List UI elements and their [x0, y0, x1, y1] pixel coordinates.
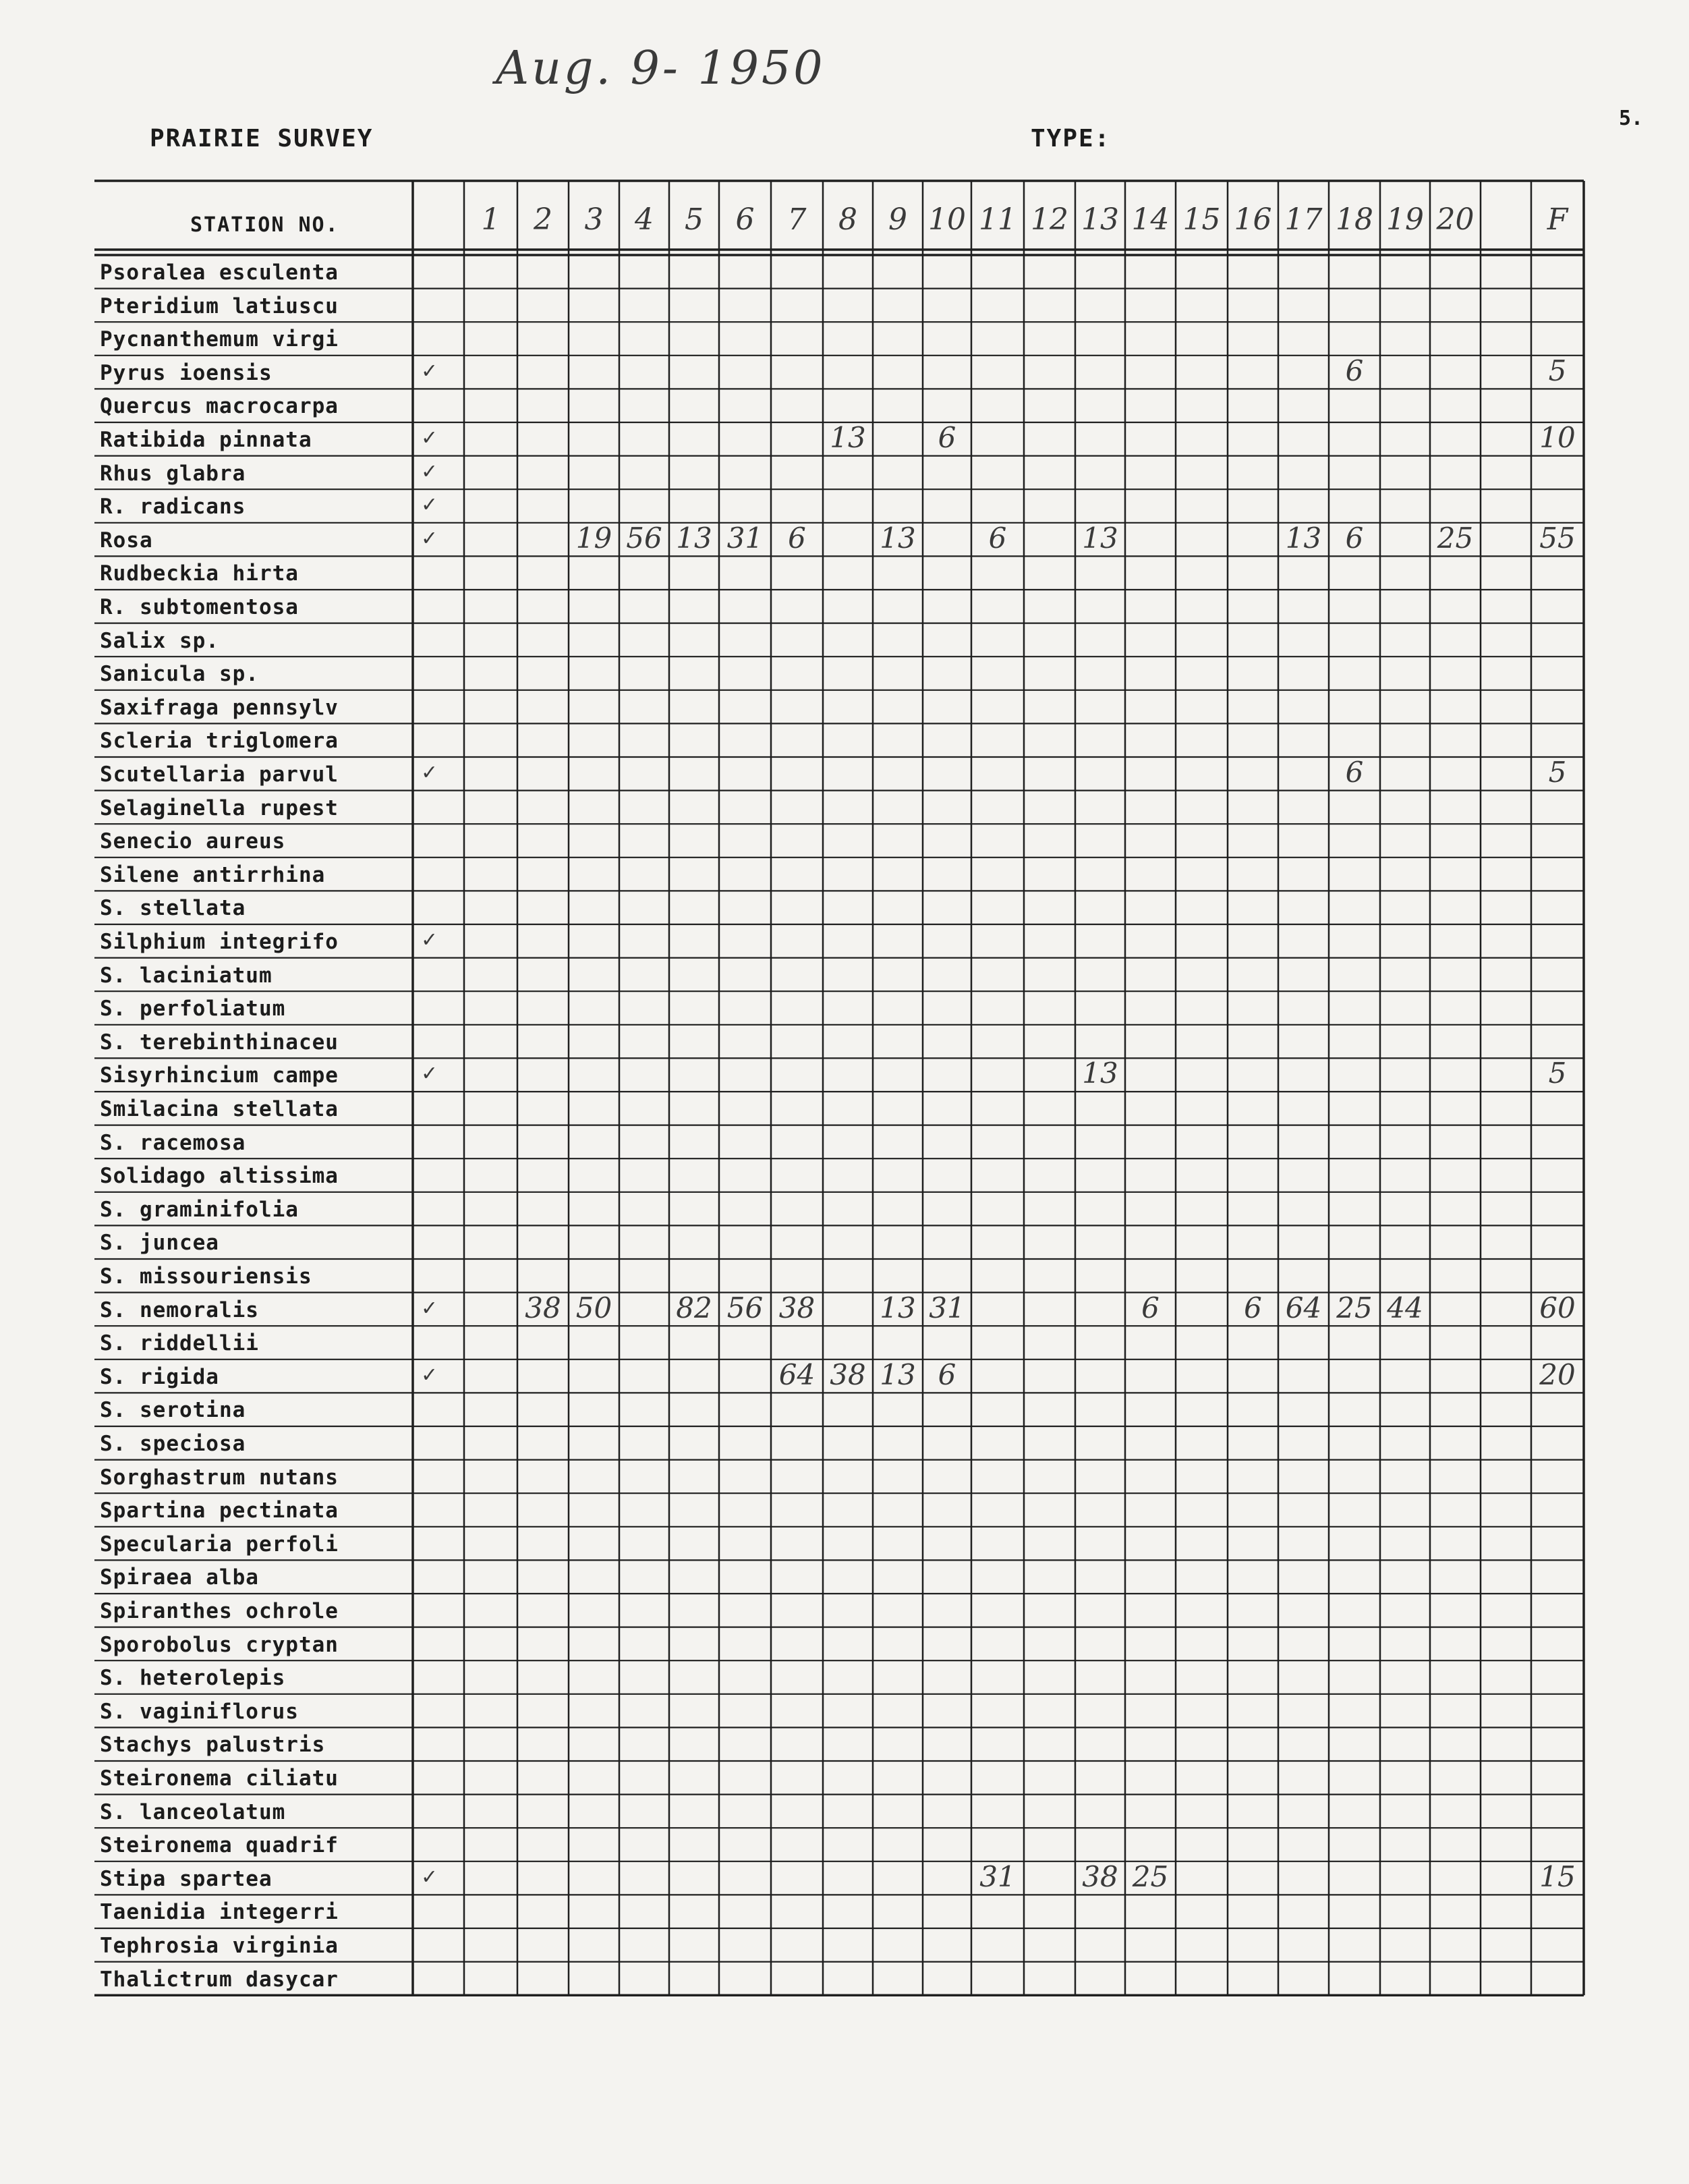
- station-column-header: 11: [979, 202, 1017, 237]
- station-value: 25: [1437, 521, 1474, 555]
- station-value: 19: [575, 521, 612, 555]
- station-value: 38: [830, 1357, 866, 1391]
- station-column-header: 19: [1386, 202, 1424, 237]
- station-value: 5: [1548, 1057, 1567, 1090]
- station-column-header: 9: [888, 202, 907, 237]
- check-mark: ✓: [422, 1059, 436, 1087]
- station-column-header: 7: [787, 202, 807, 237]
- page-number: 5.: [1619, 107, 1644, 130]
- station-value: 13: [676, 521, 712, 555]
- station-column-header: 16: [1234, 202, 1272, 237]
- species-name: Steironema ciliatu: [100, 1766, 339, 1791]
- station-column-header: 8: [838, 202, 857, 237]
- station-value: 25: [1336, 1291, 1373, 1324]
- station-value: 82: [676, 1291, 712, 1324]
- station-value: 13: [1082, 1057, 1118, 1090]
- station-value: 6: [938, 421, 956, 454]
- station-value: 5: [1548, 756, 1567, 789]
- species-name: S. juncea: [100, 1231, 219, 1256]
- station-column-header: 20: [1436, 202, 1475, 237]
- species-name: Sanicula sp.: [100, 662, 259, 687]
- species-name: S. heterolepis: [100, 1666, 286, 1691]
- species-name: S. speciosa: [100, 1432, 246, 1456]
- species-name: Rosa: [100, 528, 153, 553]
- station-value: 13: [880, 1357, 916, 1391]
- species-name: Quercus macrocarpa: [100, 394, 339, 419]
- check-mark: ✓: [422, 1360, 436, 1388]
- species-name: Sisyrhincium campe: [100, 1063, 339, 1088]
- station-value: 25: [1132, 1859, 1169, 1893]
- species-name: S. nemoralis: [100, 1297, 259, 1322]
- station-value: 38: [778, 1291, 815, 1324]
- species-name: S. riddellii: [100, 1331, 259, 1356]
- species-name: Stachys palustris: [100, 1733, 326, 1758]
- station-value: 64: [778, 1357, 815, 1391]
- station-value: 6: [788, 521, 806, 555]
- station-value: 13: [880, 1291, 916, 1324]
- station-column-header: 14: [1131, 202, 1170, 237]
- station-column-header: 13: [1081, 202, 1119, 237]
- station-value: 64: [1285, 1291, 1322, 1324]
- species-name: Selaginella rupest: [100, 795, 339, 820]
- species-name: S. laciniatum: [100, 963, 273, 988]
- station-value: 20: [1539, 1357, 1576, 1391]
- station-value: 31: [979, 1859, 1016, 1893]
- station-column-header: 10: [928, 202, 966, 237]
- station-value: 56: [626, 521, 662, 555]
- check-mark: ✓: [422, 1293, 436, 1321]
- station-value: 10: [1539, 421, 1576, 454]
- species-name: Silene antirrhina: [100, 862, 326, 887]
- species-name: R. radicans: [100, 495, 246, 520]
- species-name: S. terebinthinaceu: [100, 1030, 339, 1055]
- species-name: Pycnanthemum virgi: [100, 327, 339, 352]
- species-name: Rudbeckia hirta: [100, 561, 299, 586]
- species-name: S. rigida: [100, 1364, 219, 1389]
- species-name: Saxifraga pennsylv: [100, 695, 339, 720]
- survey-date: Aug. 9- 1950: [496, 42, 826, 95]
- species-name: S. vaginiflorus: [100, 1699, 299, 1724]
- station-column-header: 1: [481, 202, 500, 237]
- station-column-header: F: [1547, 202, 1568, 237]
- station-value: 6: [988, 521, 1007, 555]
- species-name: Sorghastrum nutans: [100, 1465, 339, 1490]
- station-value: 6: [1345, 354, 1364, 387]
- species-name: Steironema quadrif: [100, 1833, 339, 1858]
- type-label: TYPE:: [1031, 125, 1111, 152]
- species-name: Solidago altissima: [100, 1164, 339, 1189]
- species-name: Smilacina stellata: [100, 1097, 339, 1121]
- species-name: Rhus glabra: [100, 461, 246, 486]
- station-value: 38: [1082, 1859, 1118, 1893]
- station-value: 13: [880, 521, 916, 555]
- station-value: 6: [938, 1357, 956, 1391]
- species-name: Spiranthes ochrole: [100, 1599, 339, 1623]
- species-name: Senecio aureus: [100, 829, 286, 854]
- check-mark: ✓: [422, 491, 436, 518]
- check-mark: ✓: [422, 524, 436, 551]
- station-value: 6: [1141, 1291, 1160, 1324]
- station-value: 6: [1345, 756, 1364, 789]
- species-name: Specularia perfoli: [100, 1532, 339, 1557]
- station-value: 6: [1345, 521, 1364, 555]
- station-value: 31: [929, 1291, 965, 1324]
- station-value: 13: [1082, 521, 1118, 555]
- check-mark: ✓: [422, 424, 436, 451]
- station-value: 31: [726, 521, 764, 555]
- species-name: Silphium integrifo: [100, 930, 339, 954]
- species-name: S. graminifolia: [100, 1197, 299, 1222]
- species-name: Tephrosia virginia: [100, 1934, 339, 1958]
- species-name: S. lanceolatum: [100, 1799, 286, 1824]
- species-name: Stipa spartea: [100, 1866, 273, 1891]
- species-name: S. racemosa: [100, 1130, 246, 1155]
- station-column-header: 4: [635, 202, 654, 237]
- species-name: S. stellata: [100, 896, 246, 921]
- station-column-header: 18: [1336, 202, 1373, 237]
- check-mark: ✓: [422, 1862, 436, 1890]
- species-name: Pyrus ioensis: [100, 360, 273, 385]
- species-name: Salix sp.: [100, 628, 219, 653]
- station-column-header: 15: [1182, 202, 1221, 237]
- species-name: R. subtomentosa: [100, 595, 299, 619]
- station-value: 60: [1539, 1291, 1576, 1324]
- species-name: S. serotina: [100, 1398, 246, 1423]
- species-name: Scleria triglomera: [100, 729, 339, 754]
- station-column-header: 17: [1284, 202, 1323, 237]
- station-value: 44: [1387, 1291, 1423, 1324]
- species-name: Sporobolus cryptan: [100, 1632, 339, 1657]
- station-value: 13: [1285, 521, 1322, 555]
- station-value: 55: [1539, 521, 1576, 555]
- station-value: 38: [525, 1291, 561, 1324]
- station-column-header: 12: [1031, 202, 1068, 237]
- check-mark: ✓: [422, 457, 436, 484]
- station-value: 13: [830, 421, 866, 454]
- station-number-label: STATION NO.: [190, 213, 339, 237]
- station-column-header: 2: [534, 202, 552, 237]
- station-value: 5: [1548, 354, 1567, 387]
- station-column-header: 3: [584, 202, 604, 237]
- species-name: S. perfoliatum: [100, 997, 286, 1021]
- station-value: 50: [575, 1291, 612, 1324]
- station-value: 15: [1539, 1859, 1576, 1893]
- species-name: Spartina pectinata: [100, 1499, 339, 1523]
- station-column-header: 6: [735, 202, 755, 237]
- species-name: Ratibida pinnata: [100, 428, 312, 452]
- station-column-header: 5: [685, 202, 704, 237]
- species-name: Taenidia integerri: [100, 1900, 339, 1925]
- check-mark: ✓: [422, 356, 436, 384]
- page-title: PRAIRIE SURVEY: [150, 125, 374, 152]
- species-name: Psoralea esculenta: [100, 260, 339, 285]
- species-name: Pteridium latiuscu: [100, 293, 339, 318]
- station-value: 6: [1244, 1291, 1262, 1324]
- species-name: Scutellaria parvul: [100, 762, 339, 787]
- check-mark: ✓: [422, 758, 436, 785]
- station-value: 56: [726, 1291, 764, 1324]
- species-name: Thalictrum dasycar: [100, 1967, 339, 1992]
- species-name: Spiraea alba: [100, 1565, 259, 1590]
- check-mark: ✓: [422, 926, 436, 953]
- species-name: S. missouriensis: [100, 1264, 312, 1289]
